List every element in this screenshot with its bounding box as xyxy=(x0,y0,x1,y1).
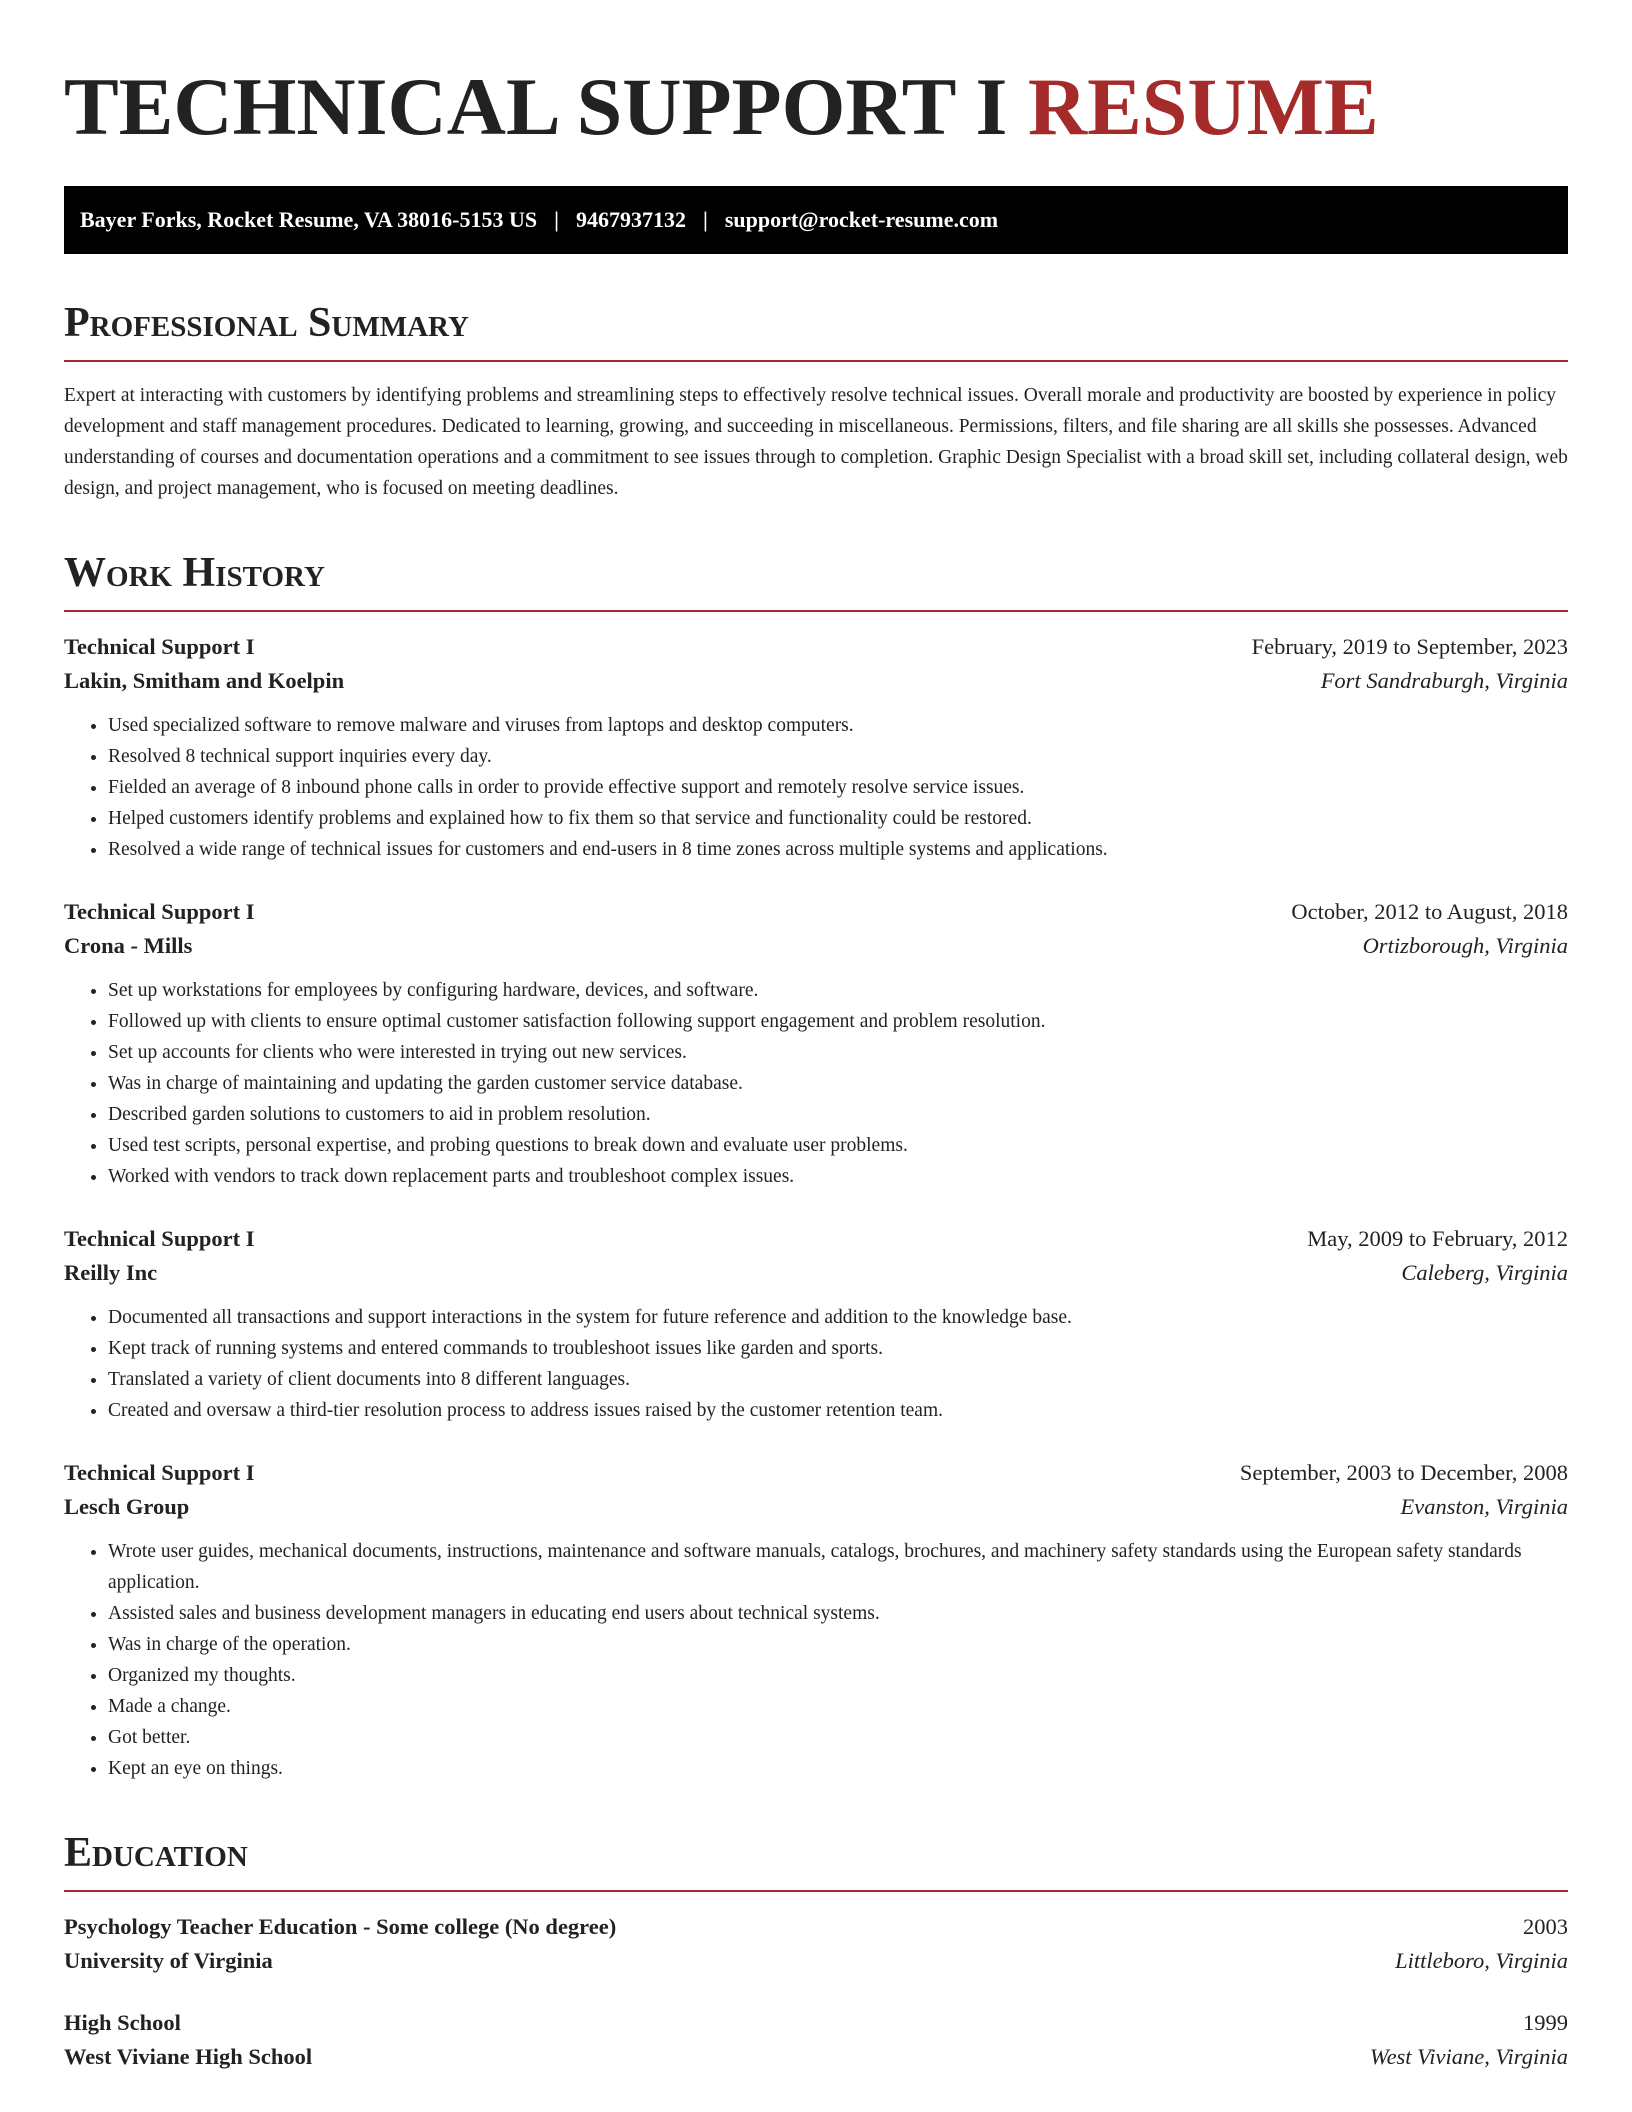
job-header-row xyxy=(64,1226,1568,1252)
job-entry xyxy=(64,634,1568,865)
education-school-row xyxy=(64,1948,1568,1974)
job-bullet: • Set up workstations for employees by configuring hardware, devices, and software. xyxy=(108,975,1568,1006)
education-location: West Viviane, Virginia xyxy=(1369,2044,1568,2069)
summary-text: Expert at interacting with customers by identifying problems and streamlining steps to effectively resolve technical issues. Overall morale and productivity are boosted by experience in policy development and staff management procedures. Dedicated to learning, growing, and succeeding in miscellaneous. Permissions, filters, and file sharing are all skills she possesses. Advanced understanding of courses and documentation operations and a commitment to see issues through to completion. Graphic Design Specialist with a broad skill set, including collateral design, web design, and project management, who is focused on meeting deadlines. xyxy=(64,385,1568,499)
contact-address: Bayer Forks, Rocket Resume, VA 38016-5153 US xyxy=(80,207,538,232)
title-main: TECHNICAL SUPPORT I xyxy=(64,61,1008,152)
job-bullet: • Used specialized software to remove malware and viruses from laptops and desktop computers. xyxy=(108,710,1568,741)
job-bullet: • Used test scripts, personal expertise, and probing questions to break down and evaluate user problems. xyxy=(108,1130,1568,1161)
job-company: Lesch Group xyxy=(64,1494,190,1519)
job-header-row xyxy=(64,1460,1568,1486)
job-company-row xyxy=(64,1260,1568,1286)
job-bullet: • Documented all transactions and support interactions in the system for future reference and addition to the knowledge base. xyxy=(108,1302,1568,1333)
job-title: Technical Support I xyxy=(64,1226,255,1251)
education-year: 2003 xyxy=(1523,1914,1568,1939)
job-bullet: • Wrote user guides, mechanical documents, instructions, maintenance and software manuals, catalogs, brochures, and machinery safety standards using the European safety standards application. xyxy=(108,1536,1568,1598)
job-bullet: • Was in charge of maintaining and updating the garden customer service database. xyxy=(108,1068,1568,1099)
job-dates: October, 2012 to August, 2018 xyxy=(1291,899,1568,924)
contact-email: support@rocket-resume.com xyxy=(724,207,999,232)
education-entry xyxy=(64,2010,1568,2070)
education-degree: Psychology Teacher Education - Some college (No degree) xyxy=(64,1914,617,1939)
education-header-row xyxy=(64,2010,1568,2036)
contact-separator: | xyxy=(554,207,559,232)
job-bullet: • Was in charge of the operation. xyxy=(108,1629,1568,1660)
job-bullet: • Created and oversaw a third-tier resolution process to address issues raised by the customer retention team. xyxy=(108,1395,1568,1426)
education-location: Littleboro, Virginia xyxy=(1395,1948,1568,1973)
job-bullet: • Kept track of running systems and entered commands to troubleshoot issues like garden and sports. xyxy=(108,1333,1568,1364)
job-bullet: • Fielded an average of 8 inbound phone calls in order to provide effective support and remotely resolve service issues. xyxy=(108,772,1568,803)
job-location: Evanston, Virginia xyxy=(1400,1494,1568,1519)
job-bullet: • Set up accounts for clients who were interested in trying out new services. xyxy=(108,1037,1568,1068)
section-divider xyxy=(64,1890,1568,1892)
job-bullet-list xyxy=(64,1536,1568,1784)
work-history-heading: Work History xyxy=(64,550,325,596)
resume-title xyxy=(64,60,1568,152)
job-company: Lakin, Smitham and Koelpin xyxy=(64,668,345,693)
title-accent: RESUME xyxy=(1027,61,1379,152)
job-company-row xyxy=(64,668,1568,694)
education-heading: Education xyxy=(64,1830,248,1876)
job-location: Caleberg, Virginia xyxy=(1401,1260,1568,1285)
job-location: Fort Sandraburgh, Virginia xyxy=(1320,668,1568,693)
job-bullet: • Assisted sales and business development managers in educating end users about technical systems. xyxy=(108,1598,1568,1629)
job-bullet: • Described garden solutions to customers to aid in problem resolution. xyxy=(108,1099,1568,1130)
job-bullet: • Translated a variety of client documents into 8 different languages. xyxy=(108,1364,1568,1395)
job-header-row xyxy=(64,899,1568,925)
job-bullet: • Resolved 8 technical support inquiries every day. xyxy=(108,741,1568,772)
education-school-row xyxy=(64,2044,1568,2070)
job-bullet-list xyxy=(64,975,1568,1192)
job-company-row xyxy=(64,933,1568,959)
job-company-row xyxy=(64,1494,1568,1520)
job-bullet: • Organized my thoughts. xyxy=(108,1660,1568,1691)
education-entry xyxy=(64,1914,1568,1974)
education-degree: High School xyxy=(64,2010,181,2035)
education-year: 1999 xyxy=(1523,2010,1568,2035)
job-dates: May, 2009 to February, 2012 xyxy=(1307,1226,1568,1251)
job-entry xyxy=(64,1460,1568,1784)
job-title: Technical Support I xyxy=(64,1460,255,1485)
job-dates: February, 2019 to September, 2023 xyxy=(1251,634,1568,659)
contact-separator: | xyxy=(702,207,708,232)
job-bullet-list xyxy=(64,710,1568,865)
job-title: Technical Support I xyxy=(64,899,255,924)
contact-bar xyxy=(64,186,1568,254)
job-bullet: • Kept an eye on things. xyxy=(108,1753,1568,1784)
education-header-row xyxy=(64,1914,1568,1940)
job-dates: September, 2003 to December, 2008 xyxy=(1239,1460,1568,1485)
summary-heading: Professional Summary xyxy=(64,300,469,346)
job-location: Ortizborough, Virginia xyxy=(1362,933,1568,958)
job-bullet-list xyxy=(64,1302,1568,1426)
section-divider xyxy=(64,360,1568,362)
job-bullet: • Helped customers identify problems and explained how to fix them so that service and functionality could be restored. xyxy=(108,803,1568,834)
job-bullet: • Followed up with clients to ensure optimal customer satisfaction following support engagement and problem resolution. xyxy=(108,1006,1568,1037)
job-bullet: • Made a change. xyxy=(108,1691,1568,1722)
education-school: University of Virginia xyxy=(64,1948,273,1973)
job-bullet: • Got better. xyxy=(108,1722,1568,1753)
job-entry xyxy=(64,1226,1568,1426)
education-list xyxy=(64,1914,1568,2070)
job-company: Reilly Inc xyxy=(64,1260,158,1285)
education-school: West Viviane High School xyxy=(64,2044,313,2069)
section-divider xyxy=(64,610,1568,612)
job-entry xyxy=(64,899,1568,1192)
job-bullet: • Resolved a wide range of technical issues for customers and end-users in 8 time zones across multiple systems and applications. xyxy=(108,834,1568,865)
job-title: Technical Support I xyxy=(64,634,255,659)
contact-phone: 9467937132 xyxy=(575,207,686,232)
job-list xyxy=(64,634,1568,1784)
job-company: Crona - Mills xyxy=(64,933,193,958)
job-bullet: • Worked with vendors to track down replacement parts and troubleshoot complex issues. xyxy=(108,1161,1568,1192)
job-header-row xyxy=(64,634,1568,660)
